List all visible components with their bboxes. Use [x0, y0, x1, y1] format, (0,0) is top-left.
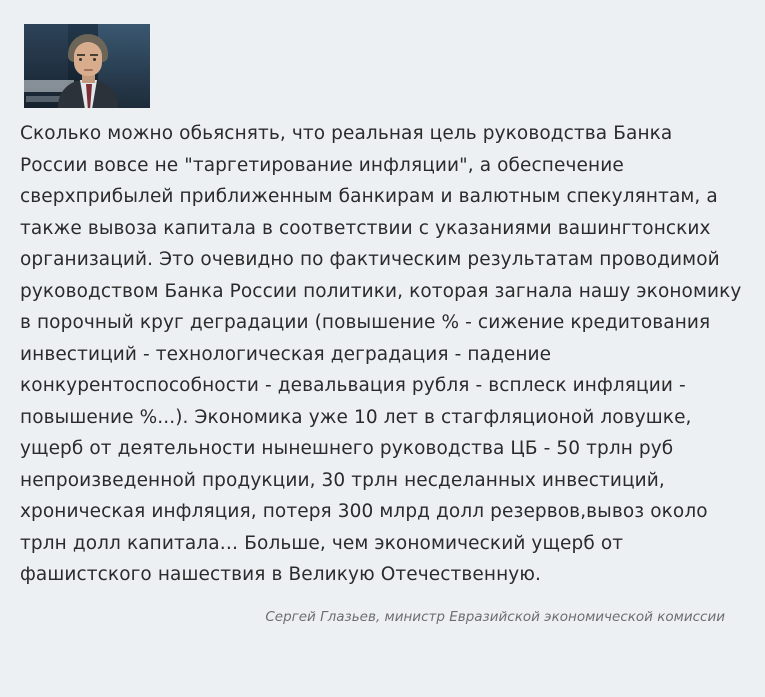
portrait-eye-left — [79, 58, 82, 61]
speaker-portrait-image — [24, 24, 150, 108]
portrait-eye-right — [93, 58, 96, 61]
quote-body-text: Сколько можно обьяснять, что реальная цель руководства Банка России вовсе не "таргетирование инфляции", а обеспечение сверхприбылей приближенным банкирам и валютным спекулянтам, а также вывоза капитала в соответствии с указаниями вашингтонских организаций. Это очевидно по фактическим результатам проводимой руководством Банка России политики, которая загнала нашу экономику в порочный круг деградации (повышение % - сижение кредитования инвестиций - технологическая деградация - падение конкурентоспособности - девальвация рубля - всплеск инфляции - повышение %...). Экономика уже 10 лет в стагфляционой ловушке, ущерб от деятельности нынешнего руководства ЦБ - 50 трлн руб непроизведенной продукции, 30 трлн несделанных инвестиций, хроническая инфляция, потеря 300 млрд долл резервов,вывоз около трлн долл капитала… Больше, чем экономический ущерб от фашистского нашествия в Великую Отечественную. — [20, 123, 748, 585]
portrait-eyebrow-right — [90, 54, 98, 56]
portrait-mouth — [84, 69, 93, 71]
quote-attribution: Сергей Глазьев, министр Евразийской экономической комиссии — [265, 608, 725, 625]
portrait-studio-banner-secondary — [26, 96, 60, 102]
portrait-eyebrow-left — [77, 54, 85, 56]
